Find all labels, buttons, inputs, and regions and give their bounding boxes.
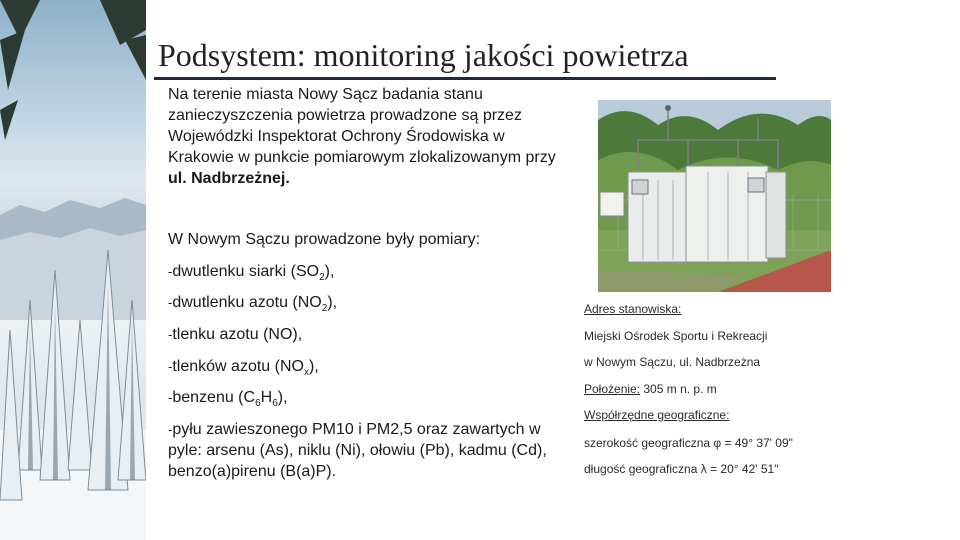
longitude: długość geograficzna λ = 20° 42' 51" [584, 462, 779, 476]
elevation-value: 305 m n. p. m [640, 382, 717, 396]
address-line-2: w Nowym Sączu, ul. Nadbrzeżna [584, 355, 761, 369]
measurements-heading: W Nowym Sączu prowadzone były pomiary: [168, 231, 481, 248]
address-line-1: Miejski Ośrodek Sportu i Rekreacji [584, 329, 768, 343]
slide-title: Podsystem: monitoring jakości powietrza [158, 37, 689, 73]
list-item: -dwutlenku azotu $(NO_2)$, [168, 294, 338, 315]
elevation-label: Położenie: [584, 382, 641, 396]
list-item: -tlenków azotu $(NO_x)$, [168, 358, 319, 379]
list-item: -tlenku azotu (NO), [168, 326, 303, 343]
latitude: szerokość geograficzna φ = 49° 37' 09" [584, 436, 793, 450]
title-underline [154, 77, 776, 80]
intro-paragraph [168, 84, 563, 189]
monitoring-station-photo [598, 100, 831, 292]
elevation [584, 381, 717, 397]
address-label: Adres stanowiska: [584, 302, 682, 316]
list-item: -pyłu zawieszonego PM10 i PM2,5 oraz zawartych w pyle: arsenu (As), niklu (Ni), ołowiu (Pb), kadmu (Cd), benzo(a)pirenu (B(a)P). [168, 421, 547, 480]
coords-label: Współrzędne geograficzne: [584, 408, 730, 422]
list-item: -benzenu $(C_6H_6)$, [168, 389, 288, 410]
intro-text: Na terenie miasta Nowy Sącz badania stanu zanieczyszczenia powietrza prowadzone są przez Wojewódzki Inspektorat Ochrony Środowiska w Krakowie w punkcie pomiarowym zlokalizowanym przy [168, 86, 556, 166]
list-item: -dwutlenku siarki $(SO_2)$, [168, 263, 335, 284]
winter-forest-image [0, 0, 146, 540]
intro-bold-street: ul. Nadbrzeżnej. [168, 170, 290, 187]
